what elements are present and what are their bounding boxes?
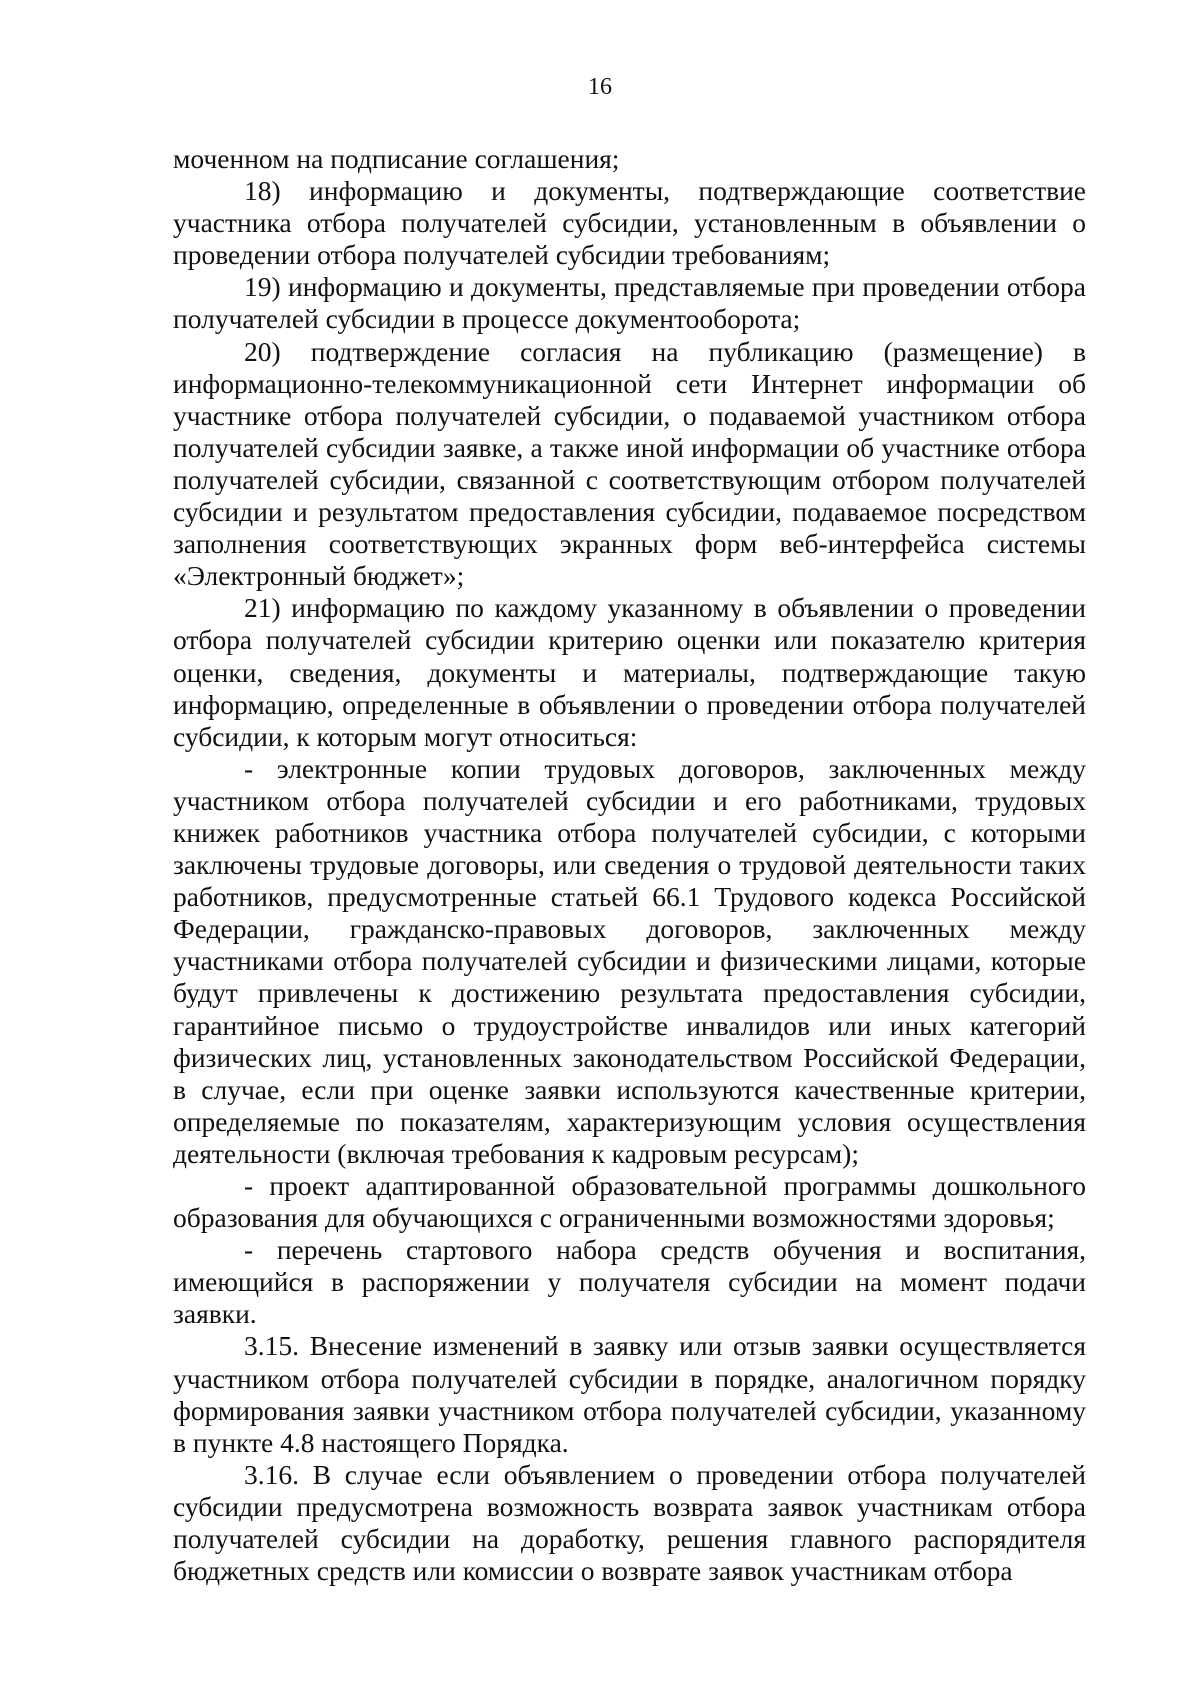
paragraph-item-19: 19) информацию и документы, представляемые при проведении отбора получателей субсидии в процессе документооборота;	[173, 271, 1086, 335]
paragraph-item-21: 21) информацию по каждому указанному в объявлении о проведении отбора получателей субсидии критерию оценки или показателю критерия оценки, сведения, документы и материалы, подтверждающие такую информацию, определенные в объявлении о проведении отбора получателей субсидии, к которым могут относиться:	[173, 592, 1086, 752]
paragraph-bullet-education-program: - проект адаптированной образовательной программы дошкольного образования для обучающихся с ограниченными возможностями здоровья;	[173, 1170, 1086, 1234]
paragraph-item-18: 18) информацию и документы, подтверждающие соответствие участника отбора получателей субсидии, установленным в объявлении о проведении отбора получателей субсидии требованиям;	[173, 175, 1086, 271]
paragraph-bullet-labor-contracts: - электронные копии трудовых договоров, заключенных между участником отбора получателей субсидии и его работниками, трудовых книжек работников участника отбора получателей субсидии, с которыми заключены трудовые договоры, или сведения о трудовой деятельности таких работников, предусмотренные статьей 66.1 Трудового кодекса Российской Федерации, гражданско-правовых договоров, заключенных между участниками отбора получателей субсидии и физическими лицами, которые будут привлечены к достижению результата предоставления субсидии, гарантийное письмо о трудоустройстве инвалидов или иных категорий физических лиц, установленных законодательством Российской Федерации, в случае, если при оценке заявки используются качественные критерии, определяемые по показателям, характеризующим условия осуществления деятельности (включая требования к кадровым ресурсам);	[173, 752, 1086, 1169]
document-body	[173, 143, 1086, 1587]
paragraph-section-3-16: 3.16. В случае если объявлением о проведении отбора получателей субсидии предусмотрена возможность возврата заявок участникам отбора получателей субсидии на доработку, решения главного распорядителя бюджетных средств или комиссии о возврате заявок участникам отбора	[173, 1458, 1086, 1587]
paragraph-item-20: 20) подтверждение согласия на публикацию (размещение) в информационно-телекоммуникационной сети Интернет информации об участнике отбора получателей субсидии, о подаваемой участником отбора получателей субсидии заявке, а также иной информации об участнике отбора получателей субсидии, связанной с соответствующим отбором получателей субсидии и результатом предоставления субсидии, подаваемое посредством заполнения соответствующих экранных форм веб-интерфейса системы «Электронный бюджет»;	[173, 335, 1086, 592]
paragraph-section-3-15: 3.15. Внесение изменений в заявку или отзыв заявки осуществляется участником отбора получателей субсидии в порядке, аналогичном порядку формирования заявки участником отбора получателей субсидии, указанному в пункте 4.8 настоящего Порядка.	[173, 1330, 1086, 1458]
page-number: 16	[588, 74, 612, 100]
paragraph-bullet-starter-kit: - перечень стартового набора средств обучения и воспитания, имеющийся в распоряжении у получателя субсидии на момент подачи заявки.	[173, 1234, 1086, 1330]
paragraph-continuation: моченном на подписание соглашения;	[173, 143, 620, 174]
